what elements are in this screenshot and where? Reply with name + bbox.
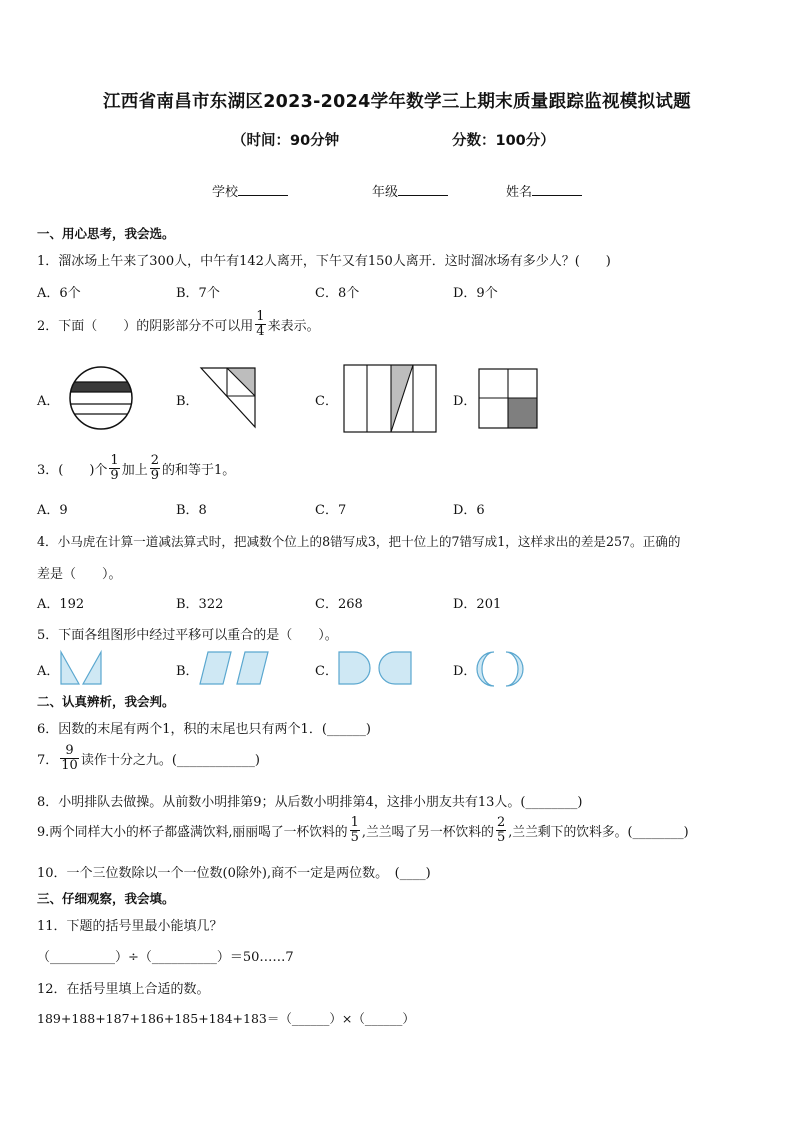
q5-label-b[interactable]: B． [176,664,199,679]
question-3 [37,454,235,482]
q2-text-post: 来表示。 [267,318,320,334]
q9-fraction-2 [496,816,506,844]
q9-fraction-1 [350,816,360,844]
q3-fraction-2 [150,454,160,482]
q2-figure-d [478,368,538,430]
q3-option-d[interactable]: D．6 [453,503,485,518]
q3-f1-den: 9 [110,467,119,483]
q5-label-c[interactable]: C． [315,664,338,679]
q3-text-mid: 加上 [121,462,148,478]
q9-f2-num: 2 [496,815,506,830]
question-8: 8．小明排队去做操。从前数小明排第9；从后数小明排第4，这排小朋友共有13人。(________) [37,795,583,810]
q2-label-a[interactable]: A． [37,394,60,409]
q3-fraction-1 [109,454,119,482]
q4-option-d[interactable]: D．201 [453,597,502,612]
q2-figure-c [343,364,437,434]
q2-label-b[interactable]: B． [176,394,199,409]
question-11: 11．下题的括号里最小能填几？ [37,919,223,934]
grade-blank[interactable] [398,183,448,196]
q1-option-a[interactable]: A．6个 [37,286,81,301]
q9-text-pre: 9.两个同样大小的杯子都盛满饮料,丽丽喝了一杯饮料的 [37,824,348,840]
q2-frac-num: 1 [256,309,265,324]
q5-label-d[interactable]: D． [453,664,477,679]
q2-label-c[interactable]: C． [315,394,338,409]
school-label: 学校 [212,185,239,200]
school-blank[interactable] [238,183,288,196]
q7-frac-num: 9 [65,743,74,758]
question-5: 5．下面各组图形中经过平移可以重合的是（ ）。 [37,628,338,643]
q7-frac-den: 10 [61,757,78,773]
q5-label-a[interactable]: A． [37,664,60,679]
question-9 [37,816,689,844]
q1-option-c[interactable]: C．8个 [315,286,360,301]
q4-option-a[interactable]: A．192 [37,597,85,612]
q3-option-c[interactable]: C．7 [315,503,347,518]
q2-text-pre: 2．下面（ ）的阴影部分不可以用 [37,318,254,334]
name-label: 姓名 [506,185,533,200]
q9-f2-den: 5 [496,829,506,845]
grade-label: 年级 [372,185,399,200]
q9-text-mid: ,兰兰喝了另一杯饮料的 [361,824,494,840]
q2-frac-den: 4 [256,323,265,339]
q3-option-a[interactable]: A．9 [37,503,68,518]
q2-figure-a [66,366,136,430]
q5-figure-a [60,651,104,685]
question-4-line-2: 差是（ ）。 [37,567,122,582]
q2-figure-b [200,367,258,429]
q9-text-post: ,兰兰剩下的饮料多。(________) [508,824,689,840]
question-10: 10．一个三位数除以一个一位数(0除外),商不一定是两位数。 (____) [37,866,431,881]
q4-option-c[interactable]: C．268 [315,597,363,612]
q9-f1-den: 5 [350,829,359,845]
q7-text-post: 读作十分之九。(____________) [80,752,260,768]
q7-fraction [60,744,79,772]
q2-fraction [255,310,265,338]
grade-field [372,181,448,200]
q12-expression[interactable]: 189+188+187+186+185+184+183＝（______）×（______） [37,1011,415,1026]
q3-text-post: 的和等于1。 [162,462,236,478]
section-2-heading: 二、认真辨析，我会判。 [37,694,175,709]
exam-score: 分数：100分） [452,133,555,149]
q5-figure-c [338,651,414,685]
q9-f1-num: 1 [350,815,359,830]
q3-option-b[interactable]: B．8 [176,503,207,518]
question-4-line-1: 4．小马虎在计算一道减法算式时，把减数个位上的8错写成3，把十位上的7错写成1，这样求出的差是257。正确的 [37,534,681,549]
question-2 [37,310,320,338]
q3-f2-num: 2 [150,453,159,468]
q3-f2-den: 9 [150,467,159,483]
q5-figure-d [474,651,528,687]
q2-label-d[interactable]: D． [453,394,477,409]
exam-time: （时间：90分钟 [232,133,340,149]
section-1-heading: 一、用心思考，我会选。 [37,226,175,241]
q7-text-pre: 7． [37,752,59,768]
q3-text-pre: 3．( )个 [37,462,108,478]
school-field [212,181,288,200]
question-1: 1．溜冰场上午来了300人，中午有142人离开，下午又有150人离开．这时溜冰场有多少人？( ) [37,254,611,269]
section-3-heading: 三、仔细观察，我会填。 [37,891,175,906]
name-blank[interactable] [532,183,582,196]
question-6: 6．因数的末尾有两个1，积的末尾也只有两个1．(______) [37,722,371,737]
q1-option-b[interactable]: B．7个 [176,286,220,301]
exam-title: 江西省南昌市东湖区2023-2024学年数学三上期末质量跟踪监视模拟试题 [103,92,691,112]
q4-option-b[interactable]: B．322 [176,597,224,612]
q1-option-d[interactable]: D．9个 [453,286,498,301]
question-7 [37,744,260,772]
question-12: 12．在括号里填上合适的数。 [37,982,210,997]
q3-f1-num: 1 [110,453,119,468]
q11-expression[interactable]: （__________）÷（__________）＝50……7 [37,950,294,965]
q5-figure-b [199,651,271,685]
name-field [506,181,582,200]
